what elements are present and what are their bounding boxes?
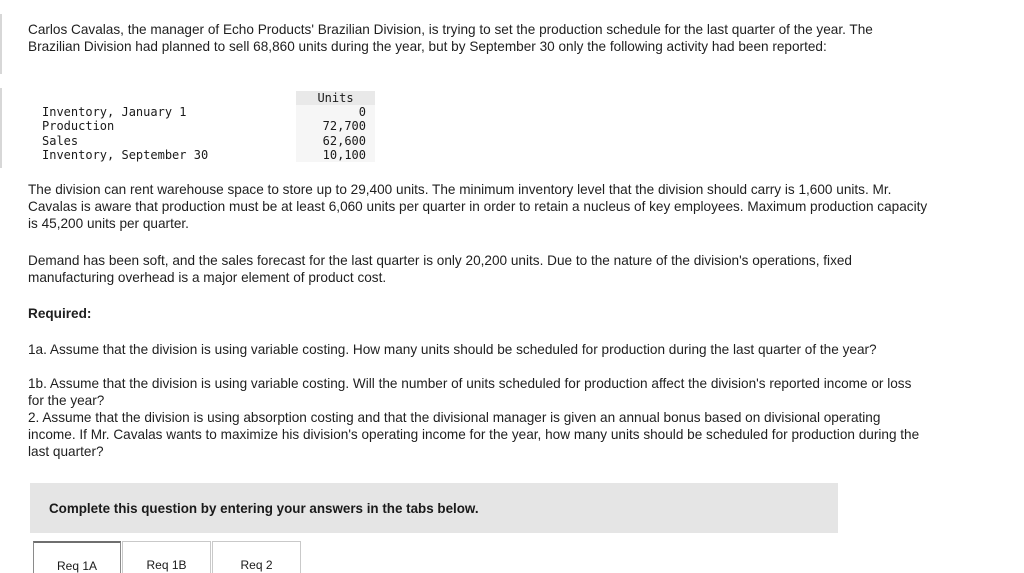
table-row [36, 134, 375, 148]
required-heading [28, 305, 928, 322]
left-margin-rule [0, 14, 2, 74]
required-heading-text: Required: [28, 306, 92, 321]
row-value: 0 [296, 105, 375, 119]
table-header-row [36, 91, 375, 105]
tab-req-2[interactable] [212, 541, 301, 573]
demand-paragraph: Demand has been soft, and the sales forecast for the last quarter is only 20,200 units. Due to the nature of the division's operations, fixed manufacturing overhead is a major element of product cost. [28, 253, 852, 285]
row-label: Inventory, September 30 [36, 148, 296, 162]
tab-label: Req 2 [240, 558, 273, 572]
table-header-units: Units [296, 91, 375, 105]
tab-label: Req 1A [56, 559, 98, 573]
row-value: 72,700 [296, 119, 375, 133]
tab-req-1a[interactable] [33, 541, 121, 573]
table-header-blank [36, 91, 296, 105]
instructions-banner-text: Complete this question by entering your answers in the tabs below. [49, 500, 479, 516]
inventory-activity-table [36, 91, 375, 162]
row-label: Inventory, January 1 [36, 105, 296, 119]
table-row [36, 148, 375, 162]
row-value: 10,100 [296, 148, 375, 162]
tab-req-1b[interactable] [122, 541, 211, 573]
row-value: 62,600 [296, 134, 375, 148]
left-margin-rule [0, 88, 2, 168]
requirement-1b: 1b. Assume that the division is using variable costing. Will the number of units scheduled for production affect the division's reported income or loss for the year? [28, 376, 912, 408]
instructions-banner [30, 483, 838, 533]
warehouse-paragraph: The division can rent warehouse space to store up to 29,400 units. The minimum inventory level that the division should carry is 1,600 units. Mr. Cavalas is aware that production must be at least 6,060 units per quarter in order to retain a nucleus of key employees. Maximum production capacity is 45,200 units per quarter. [28, 182, 928, 231]
table-row [36, 105, 375, 119]
row-label: Production [36, 119, 296, 133]
tab-label: Req 1B [146, 558, 187, 572]
requirement-1a: 1a. Assume that the division is using variable costing. How many units should be scheduled for production during the last quarter of the year? [28, 342, 877, 357]
table-row [36, 119, 375, 133]
row-label: Sales [36, 134, 296, 148]
requirement-2: 2. Assume that the division is using absorption costing and that the divisional manager is given an annual bonus based on divisional operating income. If Mr. Cavalas wants to maximize his division's operating income for the year, how many units should be scheduled for production during the last quarter? [28, 410, 920, 459]
problem-intro: Carlos Cavalas, the manager of Echo Products' Brazilian Division, is trying to set the production schedule for the last quarter of the year. The Brazilian Division had planned to sell 68,860 units during the year, but by September 30 only the following activity had been reported: [28, 22, 873, 54]
